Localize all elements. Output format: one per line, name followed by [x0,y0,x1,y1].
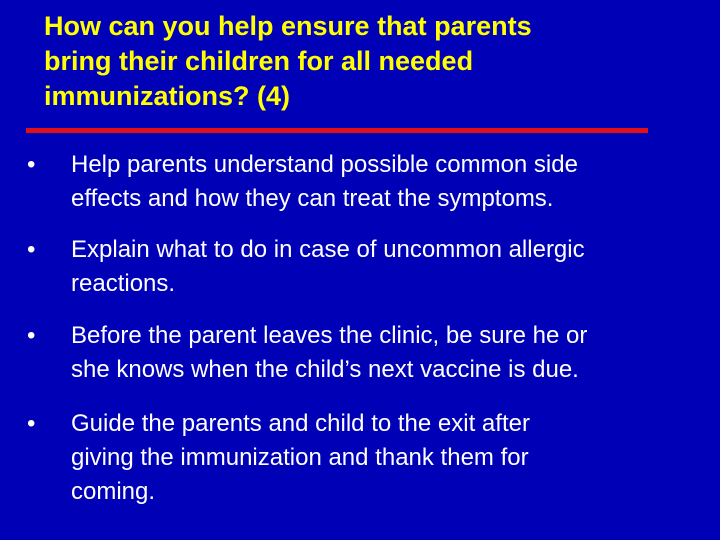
bullet-text-line: Before the parent leaves the clinic, be sure he or [71,322,588,349]
bullet-text-line: Help parents understand possible common side [71,151,578,178]
slide-title [44,9,684,114]
bullet-marker: • [27,151,36,178]
bullet-text-line: giving the immunization and thank them for [71,444,529,471]
bullet-text-line: reactions. [71,270,176,297]
title-line-1: How can you help ensure that parents [44,11,532,41]
bullet-text-line: coming. [71,478,156,505]
bullet-text-line: effects and how they can treat the symptoms. [71,185,554,212]
bullet-text-line: Explain what to do in case of uncommon allergic [71,236,585,263]
title-line-2: bring their children for all needed [44,46,474,76]
bullet-marker: • [27,410,36,437]
title-line-3: immunizations? (4) [44,81,291,111]
title-divider [26,128,648,133]
bullet-text-line: Guide the parents and child to the exit after [71,410,530,437]
bullet-marker: • [27,236,36,263]
bullet-text-line: she knows when the child’s next vaccine is due. [71,356,579,383]
bullet-marker: • [27,322,36,349]
